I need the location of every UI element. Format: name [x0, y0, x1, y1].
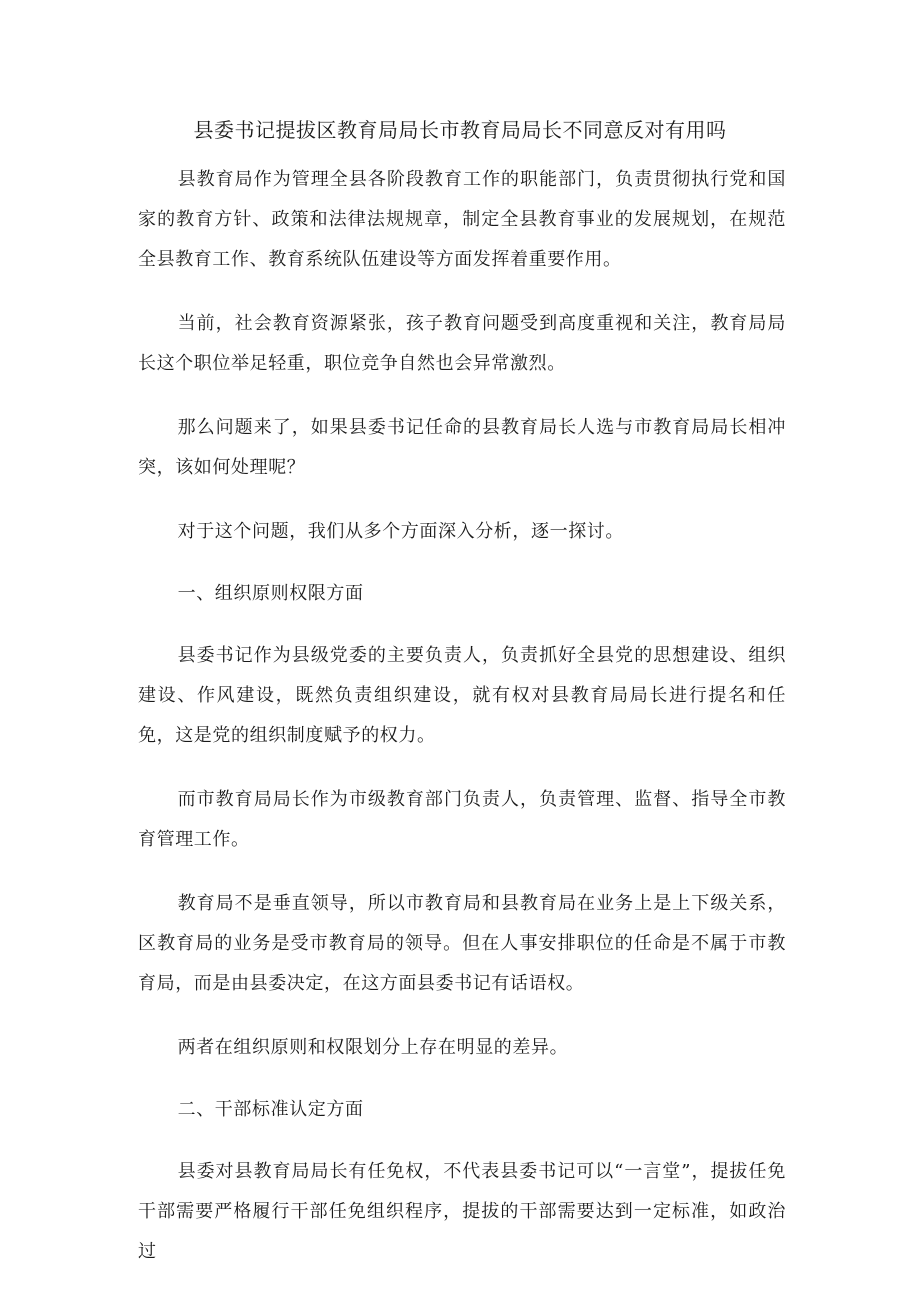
paragraph-5: 县委书记作为县级党委的主要负责人，负责抓好全县党的思想建设、组织建设、作风建设，既然负责组织建设，就有权对县教育局局长进行提名和任免，这是党的组织制度赋予的权力。: [138, 645, 786, 746]
paragraph-7: 教育局不是垂直领导，所以市教育局和县教育局在业务上是上下级关系，区教育局的业务是受市教育局的领导。但在人事安排职位的任命是不属于市教育局，而是由县委决定，在这方面县委书记有话语权。: [138, 893, 786, 994]
paragraph-2: 当前，社会教育资源紧张，孩子教育问题受到高度重视和关注，教育局局长这个职位举足轻重，职位竞争自然也会异常激烈。: [138, 313, 786, 374]
section-heading-2: 二、干部标准认定方面: [177, 1099, 364, 1120]
document-body: [138, 160, 786, 1296]
document-title: 县委书记提拔区教育局局长市教育局局长不同意反对有用吗: [193, 118, 727, 142]
paragraph-1: 县教育局作为管理全县各阶段教育工作的职能部门，负责贯彻执行党和国家的教育方针、政策和法律法规规章，制定全县教育事业的发展规划，在规范全县教育工作、教育系统队伍建设等方面发挥着重要作用。: [138, 169, 786, 270]
paragraph-9: 县委对县教育局局长有任免权，不代表县委书记可以“一言堂”，提拔任免干部需要严格履行干部任免组织程序，提拔的干部需要达到一定标准，如政治过: [138, 1161, 786, 1262]
paragraph-4: 对于这个问题，我们从多个方面深入分析，逐一探讨。: [177, 521, 624, 542]
paragraph-8: 两者在组织原则和权限划分上存在明显的差异。: [177, 1037, 569, 1058]
paragraph-6: 而市教育局局长作为市级教育部门负责人，负责管理、监督、指导全市教育管理工作。: [138, 789, 786, 850]
section-heading-1: 一、组织原则权限方面: [177, 583, 364, 604]
paragraph-3: 那么问题来了，如果县委书记任命的县教育局长人选与市教育局局长相冲突，该如何处理呢？: [138, 417, 786, 478]
